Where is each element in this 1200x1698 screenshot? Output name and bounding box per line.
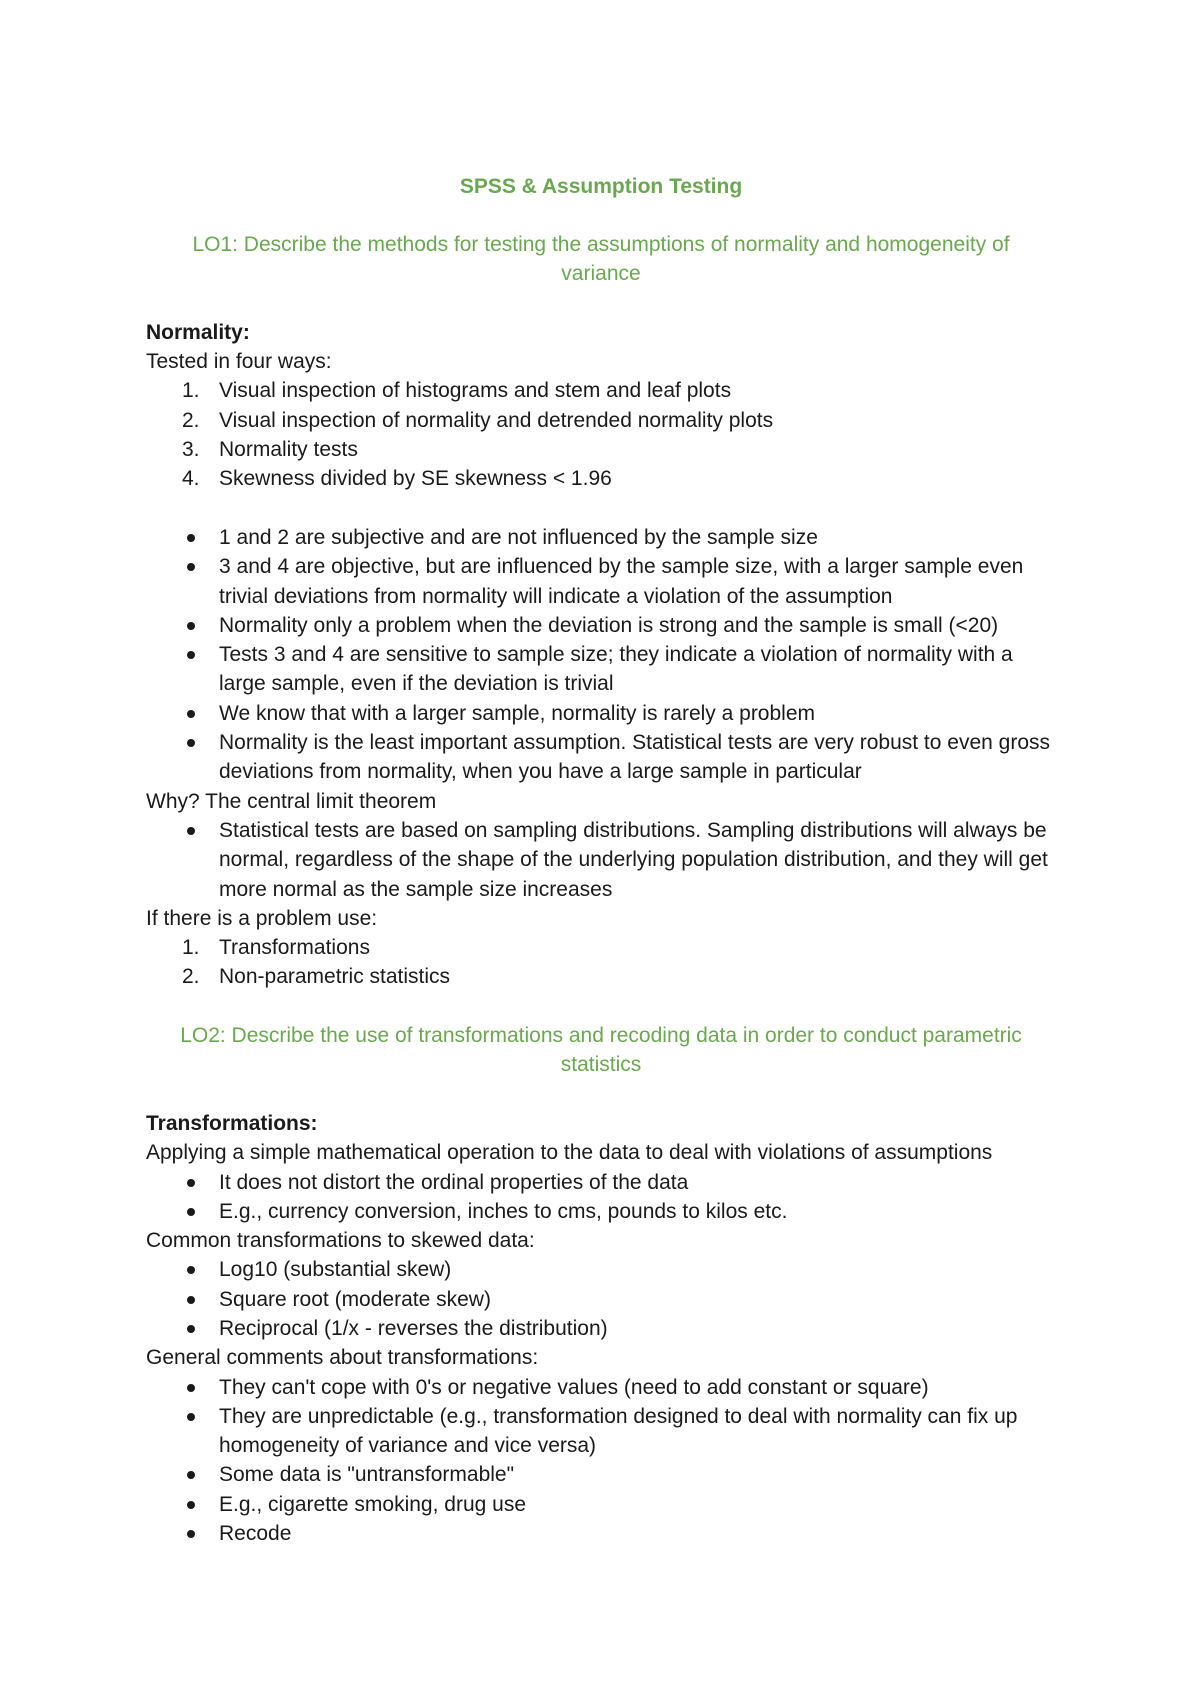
bullet-icon (187, 563, 195, 571)
list-item: 2. Visual inspection of normality and detrended normality plots (182, 408, 774, 432)
bullet-icon (187, 1471, 195, 1479)
list-item: They can't cope with 0's or negative values (need to add constant or square) (146, 1373, 1056, 1402)
list-item: Recode (146, 1519, 1056, 1548)
list-item: They are unpredictable (e.g., transformation designed to deal with normality can fix up homogeneity of variance and vice versa) (146, 1402, 1056, 1461)
list-item: E.g., cigarette smoking, drug use (146, 1490, 1056, 1519)
list-item: Reciprocal (1/x - reverses the distribution) (146, 1314, 1056, 1343)
why-line: Why? The central limit theorem (146, 789, 437, 813)
problem-line: If there is a problem use: (146, 906, 378, 930)
bullet-icon (187, 1384, 195, 1392)
list-item: 2. Non-parametric statistics (182, 965, 451, 989)
page-title: SPSS & Assumption Testing (459, 175, 743, 198)
transformations-heading: Transformations: (146, 1111, 318, 1135)
remedies-list (146, 933, 1056, 992)
bullet-icon (187, 1266, 195, 1274)
list-item: We know that with a larger sample, normality is rarely a problem (146, 699, 1056, 728)
bullet-icon (187, 534, 195, 542)
transformations-intro-list (146, 1168, 1056, 1227)
list-item: 1. Transformations (182, 936, 370, 960)
bullet-icon (187, 1179, 195, 1187)
normality-points-list (146, 523, 1056, 787)
list-item: Tests 3 and 4 are sensitive to sample size; they indicate a violation of normality with a large sample, even if the deviation is trivial (146, 640, 1056, 699)
list-item: 1. Visual inspection of histograms and stem and leaf plots (182, 379, 732, 403)
normality-methods-list (146, 376, 1056, 493)
list-item: 3 and 4 are objective, but are influenced by the sample size, with a larger sample even trivial deviations from normality will indicate a violation of the assumption (146, 552, 1056, 611)
learning-objective-2: LO2: Describe the use of transformations and recoding data in order to conduct parametric statistics (180, 1024, 1022, 1077)
bullet-icon (187, 1208, 195, 1216)
list-item: Some data is "untransformable" (146, 1460, 1056, 1489)
why-points-list (146, 816, 1056, 904)
list-item: Square root (moderate skew) (146, 1285, 1056, 1314)
bullet-icon (187, 622, 195, 630)
general-comments-list (146, 1373, 1056, 1549)
list-item: 4. Skewness divided by SE skewness < 1.96 (182, 467, 612, 491)
bullet-icon (187, 1296, 195, 1304)
bullet-icon (187, 1325, 195, 1333)
bullet-icon (187, 1530, 195, 1538)
bullet-icon (187, 710, 195, 718)
general-comments-line: General comments about transformations: (146, 1346, 539, 1370)
list-item: It does not distort the ordinal properties of the data (146, 1168, 1056, 1197)
list-item: 1 and 2 are subjective and are not influenced by the sample size (146, 523, 1056, 552)
bullet-icon (187, 739, 195, 747)
normality-intro: Tested in four ways: (146, 350, 332, 374)
list-item: E.g., currency conversion, inches to cms, pounds to kilos etc. (146, 1197, 1056, 1226)
common-transformations-list (146, 1255, 1056, 1343)
bullet-icon (187, 1413, 195, 1421)
transformations-intro: Applying a simple mathematical operation to the data to deal with violations of assumptions (146, 1141, 993, 1165)
list-item: Statistical tests are based on sampling distributions. Sampling distributions will always be normal, regardless of the shape of the underlying population distribution, and they will get more normal as the sample size increases (146, 816, 1056, 904)
list-item: Normality is the least important assumption. Statistical tests are very robust to even gross deviations from normality, when you have a large sample in particular (146, 728, 1056, 787)
bullet-icon (187, 1501, 195, 1509)
list-item: Normality only a problem when the deviation is strong and the sample is small (<20) (146, 611, 1056, 640)
list-item: Log10 (substantial skew) (146, 1255, 1056, 1284)
bullet-icon (187, 651, 195, 659)
bullet-icon (187, 827, 195, 835)
learning-objective-1: LO1: Describe the methods for testing the assumptions of normality and homogeneity of variance (192, 233, 1010, 286)
list-item: 3. Normality tests (182, 438, 358, 462)
common-transformations-line: Common transformations to skewed data: (146, 1229, 535, 1253)
normality-heading: Normality: (146, 320, 250, 344)
